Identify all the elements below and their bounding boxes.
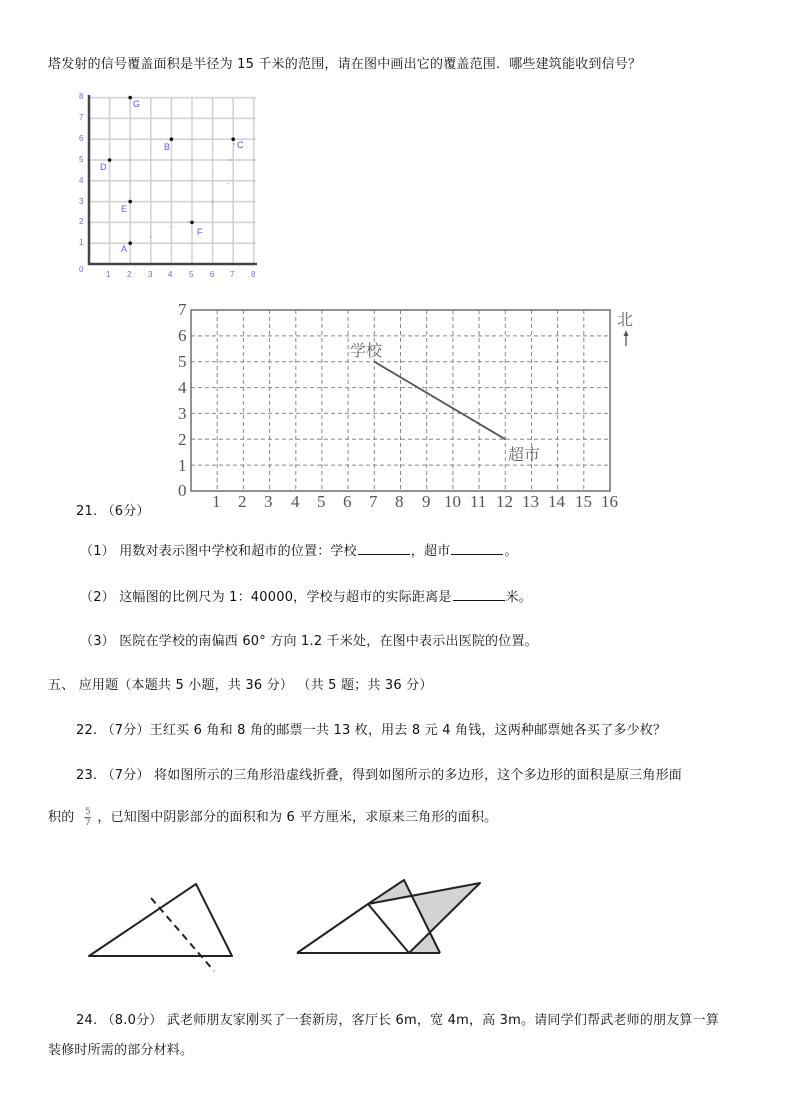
- question-23-line-1: 23. （7分） 将如图所示的三角形沿虚线折叠，得到如图所示的多边形，这个多边形的面积是原三角形面: [76, 768, 683, 783]
- fraction-five-sevenths: [84, 808, 91, 827]
- grid1-y-tick: 1: [79, 238, 84, 247]
- grid1-y-tick: 2: [79, 217, 84, 226]
- grid2-x-tick: 7: [369, 492, 378, 511]
- grid2-x-tick: 10: [444, 492, 461, 511]
- grid2-x-tick: 11: [470, 492, 487, 511]
- grid1-x-tick: 8: [251, 270, 256, 279]
- grid2-x-tick: 8: [395, 492, 404, 511]
- grid1-origin: 0: [79, 265, 84, 274]
- grid2-x-tick: 12: [496, 492, 513, 511]
- folded-polygon: [297, 880, 480, 953]
- grid2-x-tick: 9: [422, 492, 431, 511]
- grid2-x-tick: 3: [264, 492, 273, 511]
- grid1-x-tick: 5: [189, 270, 194, 279]
- grid2-x-ticks: [191, 492, 621, 512]
- fraction-numerator: 5: [84, 807, 91, 817]
- question-20-text: 塔发射的信号覆盖面积是半径为 15 千米的范围，请在图中画出它的覆盖范围．哪些建筑能收到信号？: [48, 57, 642, 72]
- fraction-denominator: 7: [84, 818, 91, 828]
- line-2-prefix: 积的: [48, 810, 75, 825]
- grid2-x-tick: 15: [575, 492, 592, 511]
- grid1-y-tick: 4: [79, 176, 84, 185]
- grid2-y-tick: 1: [178, 456, 187, 475]
- point-label-g: G: [133, 99, 141, 109]
- part-1-prefix: （1） 用数对表示图中学校和超市的位置：学校: [80, 544, 357, 559]
- grid2-x-tick: 16: [601, 492, 618, 511]
- grid1-y-tick: 6: [79, 134, 84, 143]
- grid2-origin: 0: [178, 481, 187, 500]
- point-label-a: A: [121, 244, 128, 254]
- grid2-x-tick: 1: [212, 492, 221, 511]
- part-2-suffix: 米。: [505, 590, 532, 605]
- point-label-e: E: [121, 204, 128, 214]
- point-label-d: D: [100, 162, 107, 172]
- supermarket-answer-blank[interactable]: [451, 542, 503, 555]
- part-1-suffix: 。: [504, 544, 518, 559]
- grid1-x-tick: 1: [106, 270, 111, 279]
- grid1-y-tick: 3: [79, 197, 84, 206]
- north-arrow-icon: [619, 328, 633, 348]
- grid1-y-tick: 5: [79, 155, 84, 164]
- line-2-suffix: ，已知图中阴影部分的面积和为 6 平方厘米，求原来三角形的面积。: [97, 810, 498, 825]
- grid2-x-tick: 13: [522, 492, 539, 511]
- grid1-x-tick: 7: [230, 270, 235, 279]
- question-22-text: 22. （7分）王红买 6 角和 8 角的邮票一共 13 枚，用去 8 元 4 角钱，这两种邮票她各买了多少枚？: [76, 723, 667, 738]
- school-label: 学校: [350, 341, 383, 360]
- grid2-y-tick: 6: [178, 326, 187, 345]
- grid2-y-tick: 5: [178, 352, 187, 371]
- distance-answer-blank[interactable]: [453, 588, 505, 601]
- north-label: 北: [617, 310, 634, 329]
- part-1-middle: ，超市: [410, 544, 451, 559]
- grid2-x-tick: 4: [291, 492, 300, 511]
- original-triangle: [89, 884, 232, 971]
- point-label-c: C: [237, 140, 244, 150]
- grid2-y-tick: 7: [178, 300, 187, 319]
- point-label-b: B: [164, 142, 171, 152]
- school-answer-blank[interactable]: [358, 542, 410, 555]
- grid1-x-tick: 2: [127, 270, 132, 279]
- point-label-f: F: [197, 227, 203, 237]
- section-5-title: 五、 应用题（本题共 5 小题，共 36 分） （共 5 题；共 36 分）: [48, 678, 433, 693]
- grid1-y-tick: 7: [79, 113, 84, 122]
- grid1-x-tick: 3: [148, 270, 153, 279]
- grid2-y-tick: 2: [178, 430, 187, 449]
- grid2-x-tick: 6: [343, 492, 352, 511]
- question-21-part-1: [80, 542, 518, 561]
- part-2-prefix: （2） 这幅图的比例尺为 1：40000，学校与超市的实际距离是: [80, 590, 452, 605]
- question-24-line-2: 装修时所需的部分材料。: [48, 1043, 194, 1058]
- question-24-line-1: 24. （8.0分） 武老师朋友家刚买了一套新房，客厅长 6m，宽 4m，高 3m。请同学们帮武老师的朋友算一算: [76, 1013, 720, 1028]
- supermarket-label: 超市: [508, 445, 541, 464]
- grid1-y-tick: 8: [79, 92, 84, 101]
- grid2-x-tick: 14: [548, 492, 565, 511]
- grid2-y-tick: 3: [178, 404, 187, 423]
- grid2-x-tick: 2: [238, 492, 247, 511]
- grid1-x-tick: 6: [210, 270, 215, 279]
- grid1-x-tick: 4: [168, 270, 173, 279]
- question-21-part-3: （3） 医院在学校的南偏西 60° 方向 1.2 千米处，在图中表示出医院的位置。: [80, 634, 538, 649]
- question-23-line-2: [48, 808, 497, 827]
- grid2-y-tick: 4: [178, 378, 187, 397]
- question-21-part-2: [80, 588, 532, 607]
- question-21-header: 21. （6分）: [76, 504, 150, 519]
- grid2-x-tick: 5: [317, 492, 326, 511]
